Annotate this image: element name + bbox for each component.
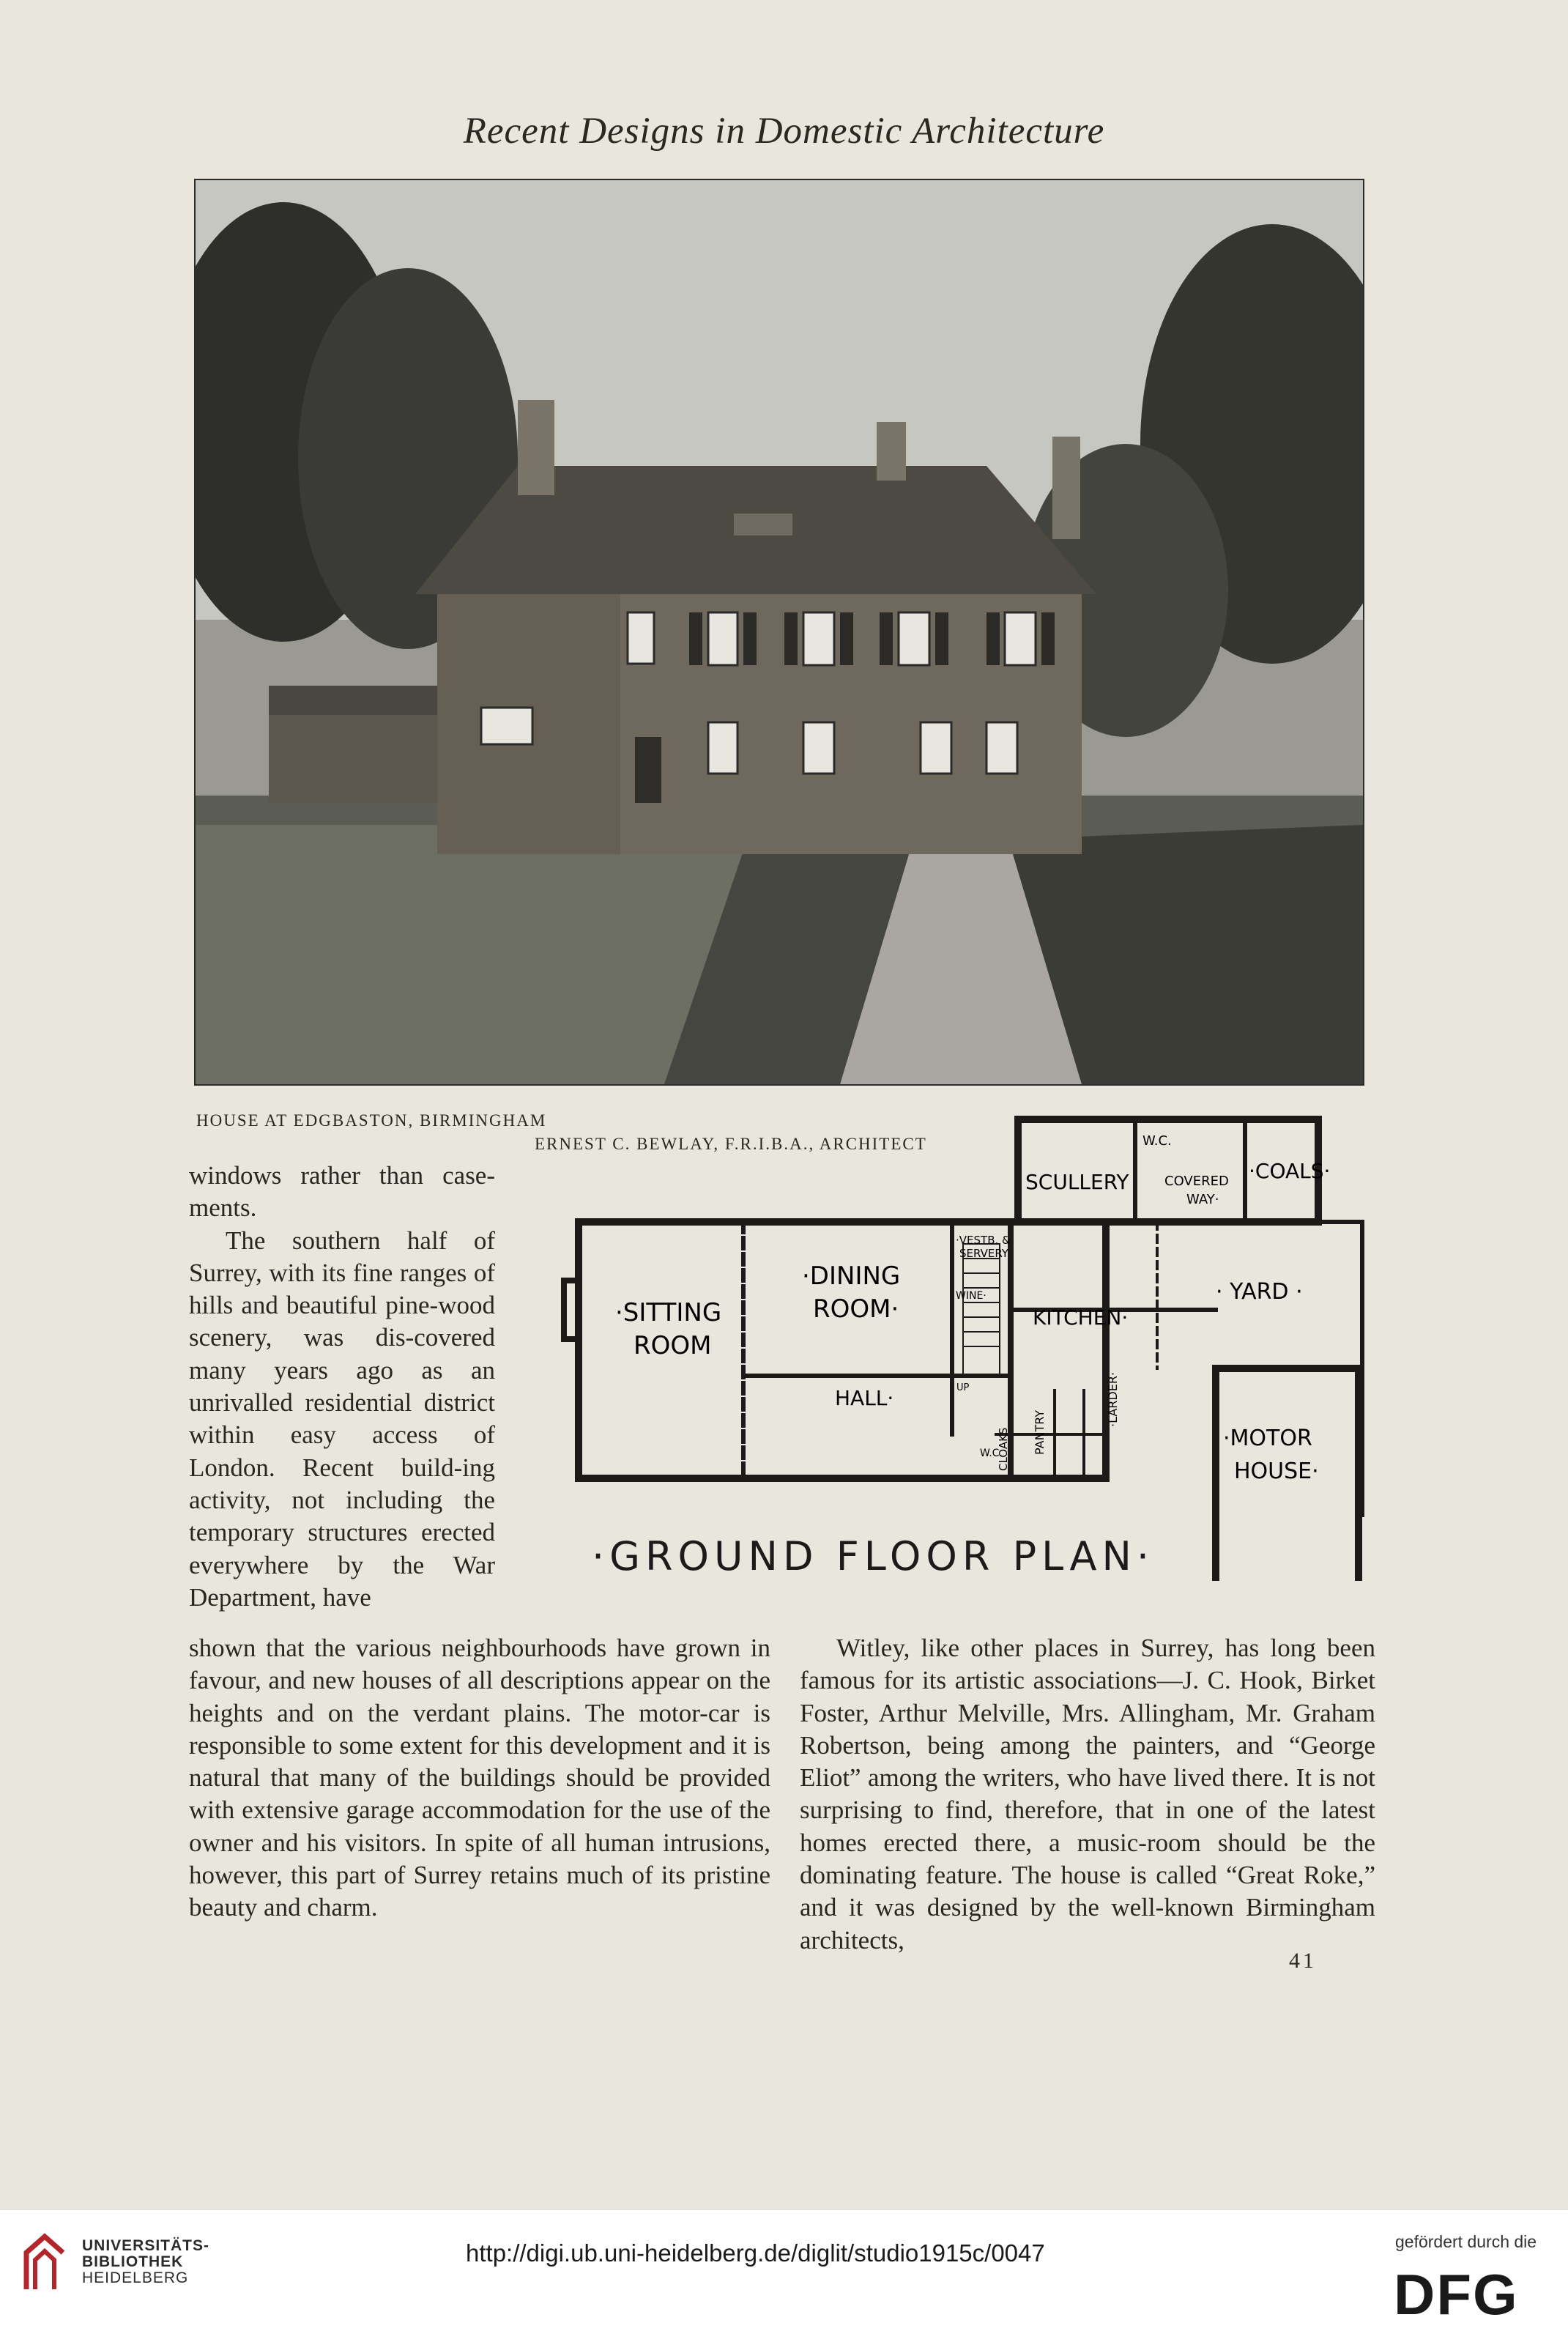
funding-note: gefördert durch die bbox=[1395, 2232, 1537, 2251]
wc-top-label: W.C. bbox=[1142, 1133, 1172, 1149]
room-kitchen-label: KITCHEN· bbox=[1033, 1305, 1129, 1330]
photo-caption-architect: ERNEST C. BEWLAY, F.R.I.B.A., ARCHITECT bbox=[535, 1135, 927, 1153]
library-name-line1: UNIVERSITÄTS- bbox=[82, 2237, 210, 2254]
library-name-line2: BIBLIOTHEK bbox=[82, 2253, 184, 2270]
dfg-logo: DFG bbox=[1394, 2262, 1519, 2327]
digitization-footer bbox=[0, 2209, 1568, 2331]
text-column-left-lower: shown that the various neighbourhoods have grown in favour, and new houses of all descriptions appear on the heights and on the verdant plains. The motor-car is responsible to some extent for this development and it is natural that many of the buildings should be provided with extensive garage accommodation for the use of the owner and his visitors. In spite of all human intrusions, however, this part of Surrey retains much of its pristine beauty and charm. bbox=[189, 1634, 770, 1922]
stair-up-label: UP bbox=[956, 1382, 970, 1393]
room-sitting-label-2: ROOM bbox=[633, 1331, 712, 1360]
room-coals-label: ·COALS· bbox=[1249, 1159, 1331, 1183]
room-motor-house-label: HOUSE· bbox=[1234, 1459, 1319, 1484]
room-sitting-label: ·SITTING bbox=[615, 1298, 722, 1327]
servery-label: SERVERY bbox=[959, 1247, 1008, 1260]
vestibule-label: ·VESTB. & bbox=[956, 1234, 1011, 1247]
house-photograph bbox=[194, 179, 1364, 1086]
larder-label: ·LARDER· bbox=[1106, 1371, 1120, 1427]
cloaks-label: CLOAKS bbox=[997, 1427, 1010, 1471]
library-name-line3: HEIDELBERG bbox=[82, 2269, 189, 2286]
paragraph-continuation: windows rather than case-ments. bbox=[189, 1161, 495, 1223]
library-name bbox=[82, 2238, 209, 2286]
ground-floor-plan bbox=[557, 1112, 1370, 1581]
covered-way-label: COVERED bbox=[1164, 1174, 1229, 1189]
page-number: 41 bbox=[1289, 1949, 1317, 1973]
running-header: Recent Designs in Domestic Architecture bbox=[463, 111, 1105, 152]
plan-title: ·GROUND FLOOR PLAN· bbox=[592, 1533, 1155, 1579]
pantry-label: PANTRY bbox=[1033, 1409, 1047, 1455]
library-logo-icon bbox=[19, 2231, 70, 2297]
source-url-link[interactable]: http://digi.ub.uni-heidelberg.de/diglit/studio1915c/0047 bbox=[466, 2239, 1045, 2267]
photo-caption-location: HOUSE AT EDGBASTON, BIRMINGHAM bbox=[196, 1111, 547, 1130]
text-column-left-upper bbox=[189, 1160, 495, 1614]
paragraph-witley: Witley, like other places in Surrey, has long been famous for its artistic associations—J. C. Hook, Birket Foster, Arthur Melville, Mrs. Allingham, Mr. Graham Robertson, being among the painters, and “George Eliot” among the writers, who have lived there. It is not surprising to find, therefore, that in one of the latest homes erected there, a music-room should be the dominating feature. The house is called “Great Roke,” and it was designed by the well-known Birmingham architects, bbox=[800, 1634, 1375, 1954]
wine-label: WINE· bbox=[956, 1290, 986, 1302]
wc-bottom-label: W.C. bbox=[980, 1448, 1003, 1459]
room-scullery-label: SCULLERY bbox=[1025, 1170, 1129, 1194]
room-dining-label: ·DINING bbox=[802, 1261, 901, 1291]
covered-way-label-2: WAY· bbox=[1186, 1192, 1219, 1207]
text-column-right bbox=[800, 1632, 1375, 1957]
room-dining-label-2: ROOM· bbox=[813, 1294, 899, 1324]
room-motor-label: ·MOTOR bbox=[1223, 1426, 1312, 1451]
paragraph-surrey: The southern half of Surrey, with its fine ranges of hills and beautiful pine-wood scenery, was dis-covered many years ago as an unrivalled residential district within easy access of London. Recent build-ing activity, not including the temporary structures erected everywhere by the War Department, have bbox=[189, 1226, 495, 1612]
room-yard-label: · YARD · bbox=[1216, 1279, 1303, 1305]
room-hall-label: HALL· bbox=[835, 1386, 894, 1410]
